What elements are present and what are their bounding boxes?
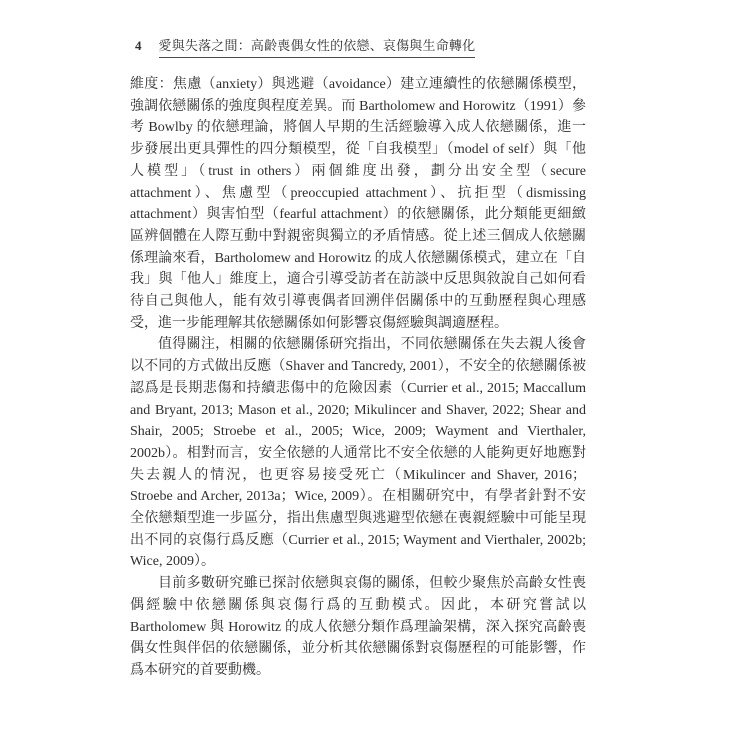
- page-number: 4: [135, 38, 142, 53]
- paragraph-research-motivation: 目前多數研究雖已探討依戀與哀傷的關係，但較少聚焦於高齡女性喪偶經驗中依戀關係與哀傷行爲的互動模式。因此，本研究嘗試以 Bartholomew 與 Horowitz 的成人依戀分類作爲理論架構，深入探究高齡喪偶女性與伴侶的依戀關係，並分析其依戀關係對哀傷歷程的可能影響，作爲本研究的首要動機。: [130, 576, 586, 678]
- body-text: [130, 74, 586, 682]
- running-title: 愛與失落之間：高齡喪偶女性的依戀、哀傷與生命轉化: [159, 35, 476, 58]
- paragraph-attachment-model: 維度：焦慮（anxiety）與逃避（avoidance）建立連續性的依戀關係模型，強調依戀關係的強度與程度差異。而 Bartholomew and Horowitz（1991）參考 Bowlby 的依戀理論，將個人早期的生活經驗導入成人依戀關係，進一步發展出更具彈性的四分類模型，從「自我模型」（model of self）與「他人模型」（trust in others）兩個維度出發，劃分出安全型（secure attachment）、焦慮型（preoccupied attachment）、抗拒型（dismissing attachment）與害怕型（fearful attachment）的依戀關係，此分類能更細緻區辨個體在人際互動中對親密與獨立的矛盾情感。從上述三個成人依戀關係理論來看，Bartholomew and Horowitz 的成人依戀關係模式，建立在「自我」與「他人」維度上，適合引導受訪者在訪談中反思與敘說自己如何看待自己與他人，能有效引導喪偶者回溯伴侶關係中的互動歷程與心理感受，進一步能理解其依戀關係如何影響哀傷經驗與調適歷程。: [130, 77, 586, 331]
- paragraph-attachment-grief-research: 值得關注，相關的依戀關係研究指出，不同依戀關係在失去親人後會以不同的方式做出反應（Shaver and Tancredy, 2001），不安全的依戀關係被認爲是長期悲傷和持續悲傷中的危險因素（Currier et al., 2015; Maccallum and Bryant, 2013; Mason et al., 2020; Mikulincer and Shaver, 2022; Shear and Shair, 2005; Stroebe et al., 2005; Wice, 2009; Wayment and Vierthaler, 2002b）。相對而言，安全依戀的人通常比不安全依戀的人能夠更好地應對失去親人的情況，也更容易接受死亡（Mikulincer and Shaver, 2016；Stroebe and Archer, 2013a；Wice, 2009）。在相關研究中，有學者針對不安全依戀類型進一步區分，指出焦慮型與逃避型依戀在喪親經驗中可能呈現出不同的哀傷行爲反應（Currier et al., 2015; Wayment and Vierthaler, 2002b; Wice, 2009）。: [130, 337, 586, 570]
- page-header: [135, 35, 475, 58]
